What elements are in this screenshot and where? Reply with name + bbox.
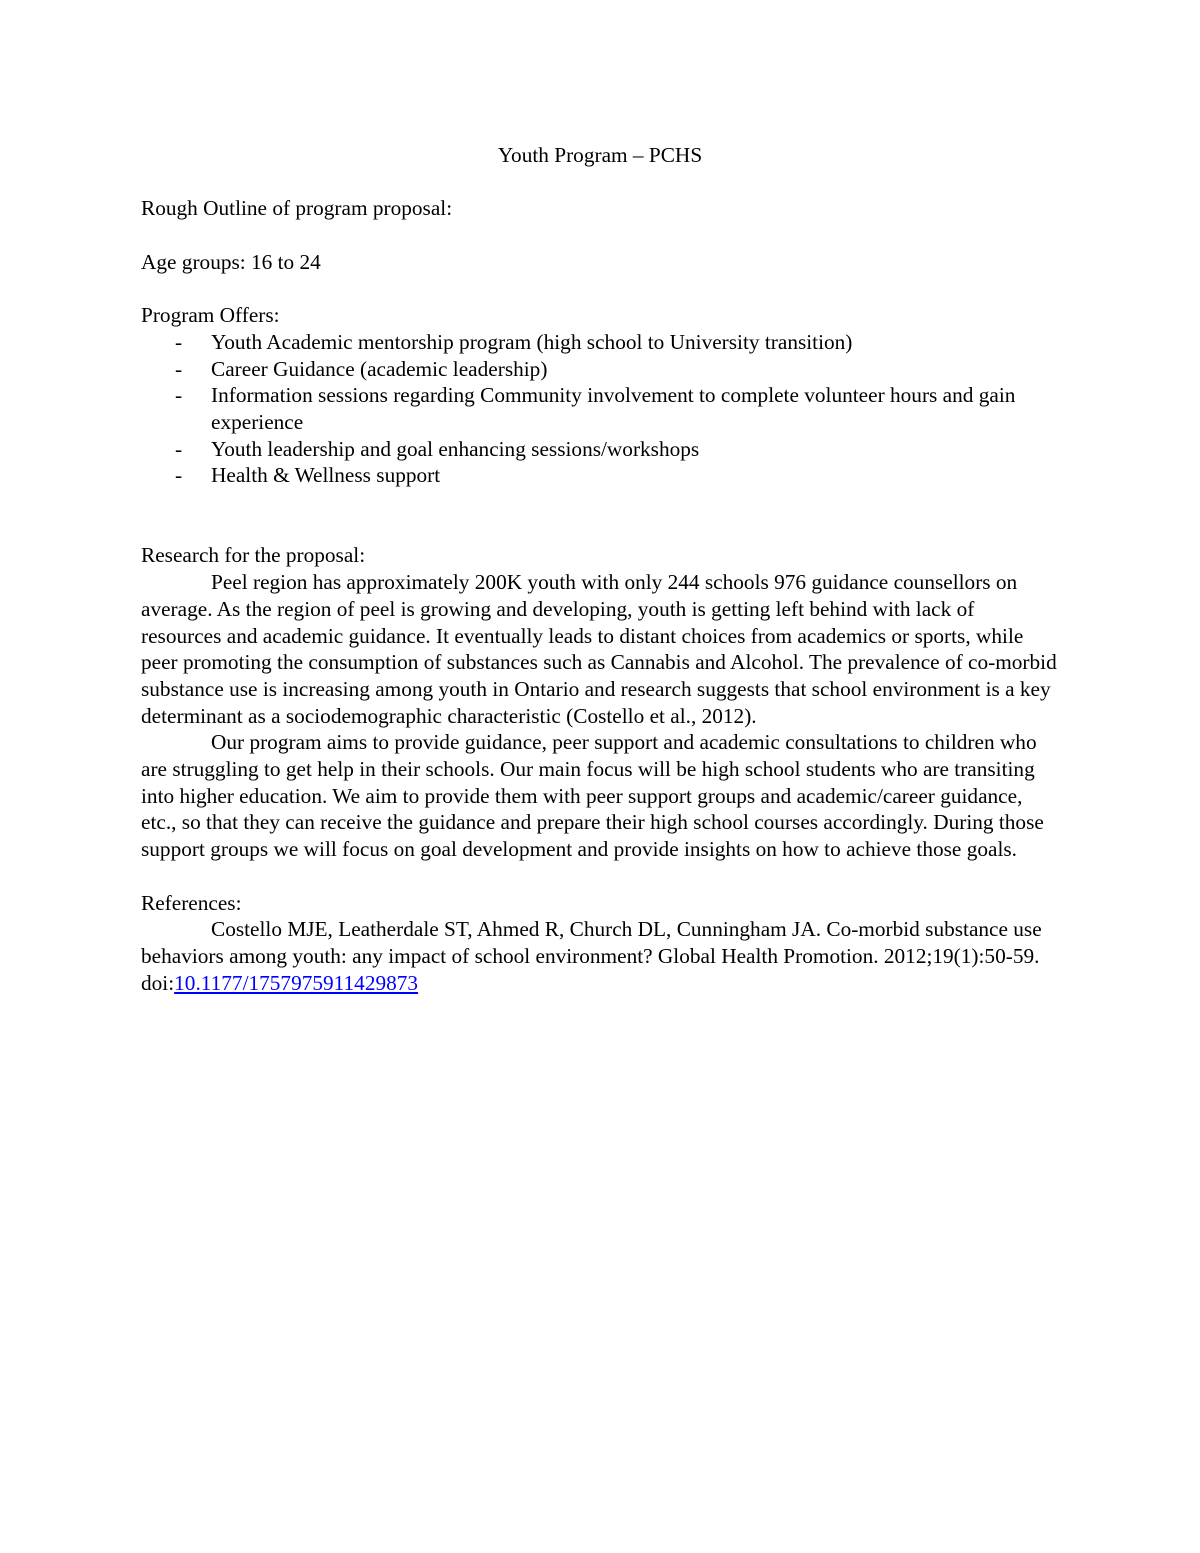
doi-link[interactable]: 10.1177/1757975911429873 xyxy=(174,970,419,995)
research-paragraph-1: Peel region has approximately 200K youth with only 244 schools 976 guidance counsellors on average. As the region of peel is growing and developing, youth is getting left behind with lack of resources and academic guidance. It eventually leads to distant choices from academics or sports, while peer promoting the consumption of substances such as Cannabis and Alcohol. The prevalence of co-morbid substance use is increasing among youth in Ontario and research suggests that school environment is a key determinant as a sociodemographic characteristic (Costello et al., 2012). xyxy=(141,570,1057,728)
list-item-text: Information sessions regarding Community involvement to complete volunteer hours and gain experience xyxy=(211,383,1016,434)
spacer xyxy=(141,863,1059,890)
research-heading: Research for the proposal: xyxy=(141,543,366,568)
age-groups-line: Age groups: 16 to 24 xyxy=(141,249,321,274)
list-item-text: Health & Wellness support xyxy=(211,463,441,488)
program-offers-heading: Program Offers: xyxy=(141,303,280,328)
document-title: Youth Program – PCHS xyxy=(497,143,703,167)
spacer xyxy=(141,489,1059,516)
spacer xyxy=(141,275,1059,302)
research-paragraph-2: Our program aims to provide guidance, peer support and academic consultations to children who are struggling to get help in their schools. Our main focus will be high school students who are transiting into higher education. We aim to provide them with peer support groups and academic/career guidance, etc., so that they can receive the guidance and prepare their high school courses accordingly. During those support groups we will focus on goal development and provide insights on how to achieve those goals. xyxy=(141,730,1044,862)
outline-heading: Rough Outline of program proposal: xyxy=(141,196,453,221)
spacer xyxy=(141,516,1059,543)
list-item-text: Career Guidance (academic leadership) xyxy=(211,356,548,381)
list-item xyxy=(141,329,1059,356)
list-item xyxy=(141,462,1059,489)
list-dash: - xyxy=(175,436,183,461)
list-item xyxy=(141,356,1059,383)
list-item xyxy=(141,436,1059,463)
list-dash: - xyxy=(175,383,183,408)
list-dash: - xyxy=(175,356,183,381)
references-heading: References: xyxy=(141,890,242,915)
list-dash: - xyxy=(175,463,183,488)
reference-entry xyxy=(141,916,1059,996)
document-body xyxy=(141,142,1059,996)
list-dash: - xyxy=(175,329,183,354)
program-offers-list xyxy=(141,329,1059,489)
list-item xyxy=(141,382,1059,435)
spacer xyxy=(141,222,1059,249)
spacer xyxy=(141,169,1059,196)
list-item-text: Youth leadership and goal enhancing sessions/workshops xyxy=(211,436,700,461)
reference-text: Costello MJE, Leatherdale ST, Ahmed R, Church DL, Cunningham JA. Co-morbid substance use behaviors among youth: any impact of school environment? Global Health Promotion. 2012;19(1):50-59. doi: xyxy=(141,917,1042,995)
list-item-text: Youth Academic mentorship program (high school to University transition) xyxy=(211,329,853,354)
